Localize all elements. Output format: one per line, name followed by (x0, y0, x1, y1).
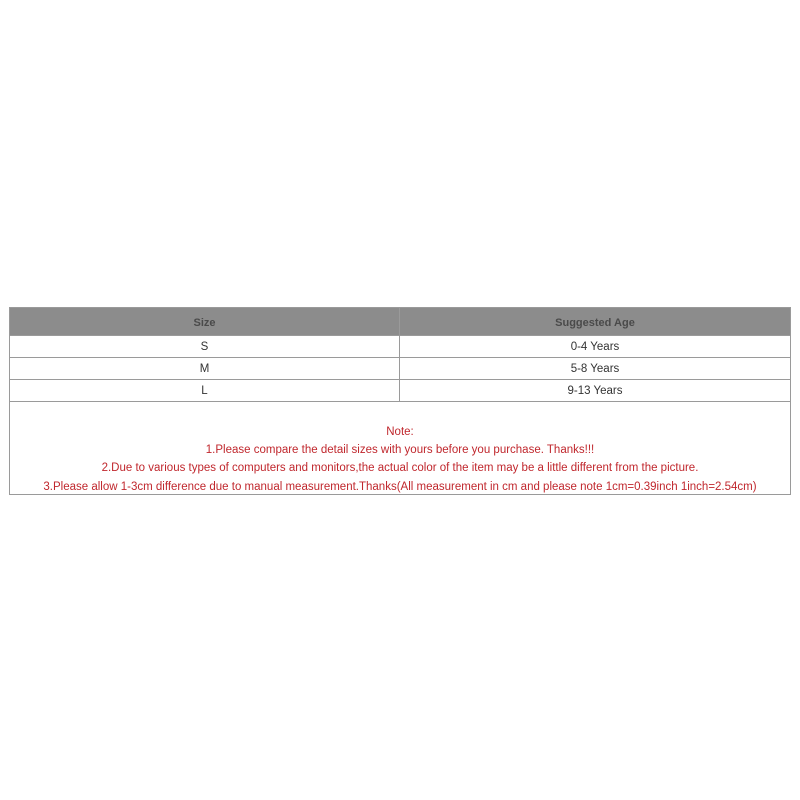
age-cell: 9-13 Years (567, 384, 623, 397)
note-line-1: 1.Please compare the detail sizes with yours before you purchase. Thanks!!! (205, 444, 595, 457)
table-row (10, 358, 790, 380)
age-cell: 0-4 Years (570, 340, 620, 353)
note-title: Note: (386, 426, 414, 438)
table-row (10, 336, 790, 358)
note-line-3: 3.Please allow 1-3cm difference due to manual measurement.Thanks(All measurement in cm and please note 1cm=0.39inch 1inch=2.54cm) (43, 480, 757, 493)
age-cell: 5-8 Years (570, 362, 620, 375)
header-suggested-age: Suggested Age (555, 316, 635, 329)
size-cell: S (10, 336, 400, 357)
header-size: Size (10, 308, 400, 335)
table-header-row (10, 308, 790, 336)
notes-section (10, 402, 790, 494)
size-cell: L (10, 380, 400, 401)
size-chart-table (9, 307, 791, 495)
size-cell: M (10, 358, 400, 379)
note-line-2: 2.Due to various types of computers and monitors,the actual color of the item may be a little different from the picture. (101, 462, 699, 475)
table-row (10, 380, 790, 402)
